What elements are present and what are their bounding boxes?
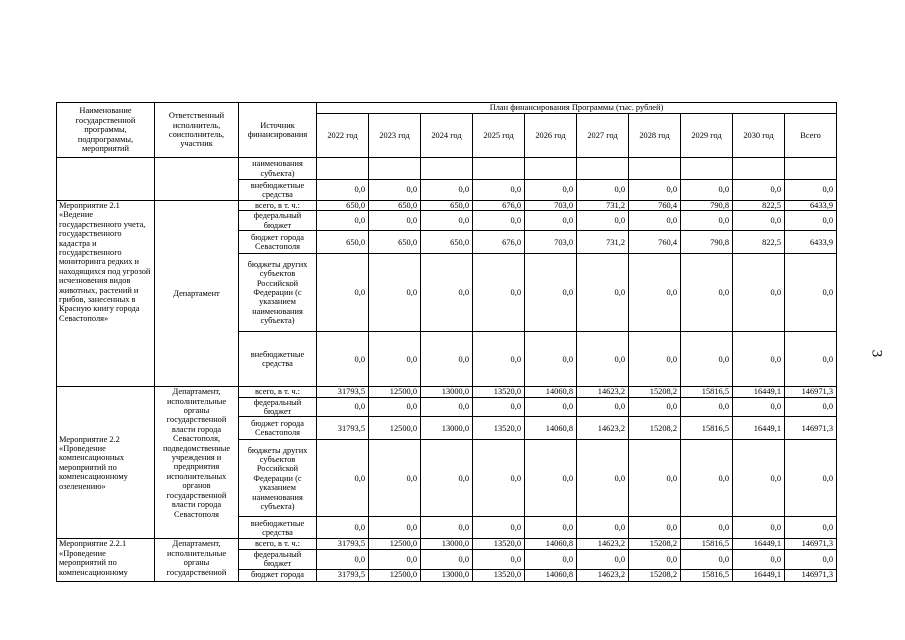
value-cell: 14623,2 (577, 417, 629, 440)
header-year: 2024 год (421, 114, 473, 158)
value-cell (369, 158, 421, 180)
value-cell: 0,0 (733, 332, 785, 387)
value-cell: 146971,3 (785, 539, 837, 549)
value-cell: 0,0 (629, 254, 681, 332)
value-cell: 0,0 (681, 180, 733, 201)
value-cell: 13520,0 (473, 539, 525, 549)
value-cell: 13000,0 (421, 387, 473, 397)
table-row (57, 539, 837, 549)
value-cell: 0,0 (577, 254, 629, 332)
value-cell (577, 158, 629, 180)
value-cell (473, 158, 525, 180)
value-cell: 146971,3 (785, 569, 837, 581)
value-cell: 0,0 (577, 517, 629, 539)
value-cell: 14623,2 (577, 569, 629, 581)
value-cell: 0,0 (421, 397, 473, 417)
measure-name-cell: Мероприятие 2.2.1 «Проведение мероприятий по компенсационному (57, 539, 155, 581)
value-cell (525, 158, 577, 180)
header-year: 2025 год (473, 114, 525, 158)
header-year: 2026 год (525, 114, 577, 158)
value-cell: 0,0 (785, 332, 837, 387)
value-cell: 0,0 (525, 332, 577, 387)
value-cell: 0,0 (473, 254, 525, 332)
value-cell: 13520,0 (473, 387, 525, 397)
value-cell: 0,0 (369, 517, 421, 539)
value-cell: 0,0 (681, 549, 733, 569)
value-cell: 0,0 (733, 397, 785, 417)
value-cell: 16449,1 (733, 387, 785, 397)
table-row (57, 201, 837, 211)
value-cell: 790,8 (681, 231, 733, 254)
source-cell: федеральный бюджет (239, 549, 317, 569)
value-cell: 731,2 (577, 201, 629, 211)
header-year: 2029 год (681, 114, 733, 158)
value-cell: 0,0 (369, 211, 421, 231)
source-cell: всего, в т. ч.: (239, 539, 317, 549)
value-cell: 650,0 (369, 201, 421, 211)
value-cell (785, 158, 837, 180)
value-cell: 12500,0 (369, 417, 421, 440)
value-cell: 0,0 (421, 254, 473, 332)
value-cell: 676,0 (473, 231, 525, 254)
value-cell: 650,0 (317, 201, 369, 211)
value-cell: 0,0 (785, 254, 837, 332)
value-cell: 0,0 (681, 440, 733, 517)
value-cell: 31793,5 (317, 539, 369, 549)
value-cell: 14623,2 (577, 539, 629, 549)
value-cell: 0,0 (369, 440, 421, 517)
value-cell: 0,0 (785, 397, 837, 417)
responsible-cell: Департамент (155, 201, 239, 387)
value-cell: 0,0 (629, 517, 681, 539)
value-cell: 0,0 (785, 211, 837, 231)
value-cell: 650,0 (421, 201, 473, 211)
header-year: 2027 год (577, 114, 629, 158)
value-cell: 16449,1 (733, 417, 785, 440)
value-cell: 0,0 (577, 180, 629, 201)
value-cell: 0,0 (317, 332, 369, 387)
responsible-cell: Департамент, исполнительные органы государственной власти города Севастополя, подведомственные учреждения и предприятия исполнительных органов государственной власти города Севастополя (155, 387, 239, 539)
value-cell: 12500,0 (369, 387, 421, 397)
value-cell: 0,0 (577, 332, 629, 387)
value-cell: 650,0 (421, 231, 473, 254)
value-cell: 0,0 (629, 549, 681, 569)
value-cell: 14060,8 (525, 539, 577, 549)
header-year: Всего (785, 114, 837, 158)
value-cell: 0,0 (629, 332, 681, 387)
source-cell: бюджет города Севастополя (239, 231, 317, 254)
value-cell: 6433,9 (785, 231, 837, 254)
table-row (57, 387, 837, 397)
value-cell: 790,8 (681, 201, 733, 211)
value-cell: 14623,2 (577, 387, 629, 397)
value-cell (681, 158, 733, 180)
header-year: 2023 год (369, 114, 421, 158)
value-cell: 31793,5 (317, 417, 369, 440)
value-cell: 0,0 (473, 397, 525, 417)
value-cell: 0,0 (317, 397, 369, 417)
value-cell: 13000,0 (421, 539, 473, 549)
header-year: 2030 год (733, 114, 785, 158)
value-cell: 146971,3 (785, 387, 837, 397)
value-cell: 0,0 (785, 440, 837, 517)
value-cell: 822,5 (733, 201, 785, 211)
value-cell: 15208,2 (629, 539, 681, 549)
source-cell: всего, в т. ч.: (239, 387, 317, 397)
value-cell: 0,0 (733, 180, 785, 201)
measure-name-cell: Мероприятие 2.1 «Ведение государственного учета, государственного кадастра и государственного мониторинга редких и находящихся под угрозой исчезновения видов животных, растений и грибов, занесенных в Красную книгу города Севастополя» (57, 201, 155, 387)
value-cell: 12500,0 (369, 569, 421, 581)
value-cell: 13520,0 (473, 569, 525, 581)
header-name: Наименование государственной программы, подпрограммы, мероприятий (57, 103, 155, 158)
page-number: 3 (868, 349, 885, 358)
value-cell: 0,0 (421, 211, 473, 231)
value-cell: 0,0 (785, 517, 837, 539)
value-cell: 0,0 (733, 517, 785, 539)
value-cell: 0,0 (369, 549, 421, 569)
value-cell: 0,0 (421, 332, 473, 387)
value-cell: 13520,0 (473, 417, 525, 440)
value-cell: 0,0 (577, 397, 629, 417)
value-cell: 0,0 (681, 211, 733, 231)
value-cell: 0,0 (785, 549, 837, 569)
value-cell: 0,0 (473, 332, 525, 387)
source-cell: федеральный бюджет (239, 397, 317, 417)
value-cell: 0,0 (473, 440, 525, 517)
value-cell: 0,0 (317, 180, 369, 201)
value-cell: 0,0 (681, 517, 733, 539)
value-cell: 14060,8 (525, 387, 577, 397)
value-cell: 0,0 (525, 254, 577, 332)
header-source: Источник финансирования (239, 103, 317, 158)
source-cell: всего, в т. ч.: (239, 201, 317, 211)
value-cell: 676,0 (473, 201, 525, 211)
header-year: 2022 год (317, 114, 369, 158)
source-cell: бюджет города Севастополя (239, 417, 317, 440)
financing-table (56, 102, 837, 582)
value-cell: 0,0 (317, 549, 369, 569)
value-cell: 6433,9 (785, 201, 837, 211)
value-cell: 15816,5 (681, 569, 733, 581)
value-cell (733, 158, 785, 180)
value-cell: 0,0 (525, 440, 577, 517)
value-cell: 16449,1 (733, 569, 785, 581)
value-cell: 31793,5 (317, 387, 369, 397)
value-cell: 0,0 (785, 180, 837, 201)
value-cell: 0,0 (525, 517, 577, 539)
value-cell: 0,0 (317, 211, 369, 231)
value-cell: 0,0 (577, 440, 629, 517)
value-cell: 13000,0 (421, 569, 473, 581)
value-cell: 15816,5 (681, 387, 733, 397)
value-cell: 15208,2 (629, 387, 681, 397)
value-cell: 0,0 (317, 517, 369, 539)
value-cell: 0,0 (421, 549, 473, 569)
value-cell: 16449,1 (733, 539, 785, 549)
value-cell: 0,0 (629, 397, 681, 417)
value-cell: 0,0 (473, 517, 525, 539)
value-cell: 15816,5 (681, 539, 733, 549)
value-cell: 650,0 (317, 231, 369, 254)
source-cell: бюджет города (239, 569, 317, 581)
measure-name-cell: Мероприятие 2.2 «Проведение компенсационных мероприятий по компенсационному озеленению» (57, 387, 155, 539)
value-cell: 15208,2 (629, 417, 681, 440)
value-cell: 0,0 (369, 254, 421, 332)
header-responsible: Ответственный исполнитель, соисполнитель, участник (155, 103, 239, 158)
value-cell: 0,0 (421, 517, 473, 539)
value-cell: 760,4 (629, 231, 681, 254)
value-cell (317, 158, 369, 180)
value-cell: 0,0 (317, 440, 369, 517)
value-cell: 15208,2 (629, 569, 681, 581)
value-cell: 0,0 (473, 211, 525, 231)
value-cell: 14060,8 (525, 417, 577, 440)
value-cell: 31793,5 (317, 569, 369, 581)
value-cell: 0,0 (733, 440, 785, 517)
value-cell: 0,0 (369, 332, 421, 387)
value-cell: 0,0 (577, 211, 629, 231)
value-cell: 703,0 (525, 201, 577, 211)
value-cell: 13000,0 (421, 417, 473, 440)
value-cell: 0,0 (525, 180, 577, 201)
table-row (57, 158, 837, 180)
name-cell (57, 158, 155, 201)
value-cell: 703,0 (525, 231, 577, 254)
value-cell: 0,0 (421, 180, 473, 201)
value-cell: 15816,5 (681, 417, 733, 440)
source-cell: внебюджетные средства (239, 332, 317, 387)
source-cell: бюджеты других субъектов Российской Федерации (с указанием наименования субъекта) (239, 254, 317, 332)
value-cell: 760,4 (629, 201, 681, 211)
source-cell: федеральный бюджет (239, 211, 317, 231)
value-cell: 0,0 (369, 397, 421, 417)
value-cell: 0,0 (525, 397, 577, 417)
value-cell (629, 158, 681, 180)
value-cell: 0,0 (681, 254, 733, 332)
source-cell: наименования субъекта) (239, 158, 317, 180)
value-cell: 0,0 (421, 440, 473, 517)
responsible-cell (155, 158, 239, 201)
value-cell: 0,0 (733, 549, 785, 569)
header-year: 2028 год (629, 114, 681, 158)
value-cell: 0,0 (525, 549, 577, 569)
value-cell (421, 158, 473, 180)
value-cell: 0,0 (473, 549, 525, 569)
value-cell: 0,0 (369, 180, 421, 201)
value-cell: 822,5 (733, 231, 785, 254)
value-cell: 146971,3 (785, 417, 837, 440)
source-cell: бюджеты других субъектов Российской Федерации (с указанием наименования субъекта) (239, 440, 317, 517)
value-cell: 14060,8 (525, 569, 577, 581)
value-cell: 0,0 (629, 440, 681, 517)
source-cell: внебюджетные средства (239, 180, 317, 201)
value-cell: 731,2 (577, 231, 629, 254)
value-cell: 0,0 (733, 254, 785, 332)
source-cell: внебюджетные средства (239, 517, 317, 539)
value-cell: 0,0 (629, 211, 681, 231)
value-cell: 12500,0 (369, 539, 421, 549)
value-cell: 0,0 (733, 211, 785, 231)
value-cell: 0,0 (629, 180, 681, 201)
value-cell: 0,0 (525, 211, 577, 231)
responsible-cell: Департамент, исполнительные органы государственной (155, 539, 239, 581)
value-cell: 0,0 (577, 549, 629, 569)
value-cell: 0,0 (473, 180, 525, 201)
value-cell: 0,0 (681, 332, 733, 387)
value-cell: 0,0 (317, 254, 369, 332)
value-cell: 0,0 (681, 397, 733, 417)
header-plan: План финансирования Программы (тыс. рублей) (317, 103, 837, 114)
value-cell: 650,0 (369, 231, 421, 254)
